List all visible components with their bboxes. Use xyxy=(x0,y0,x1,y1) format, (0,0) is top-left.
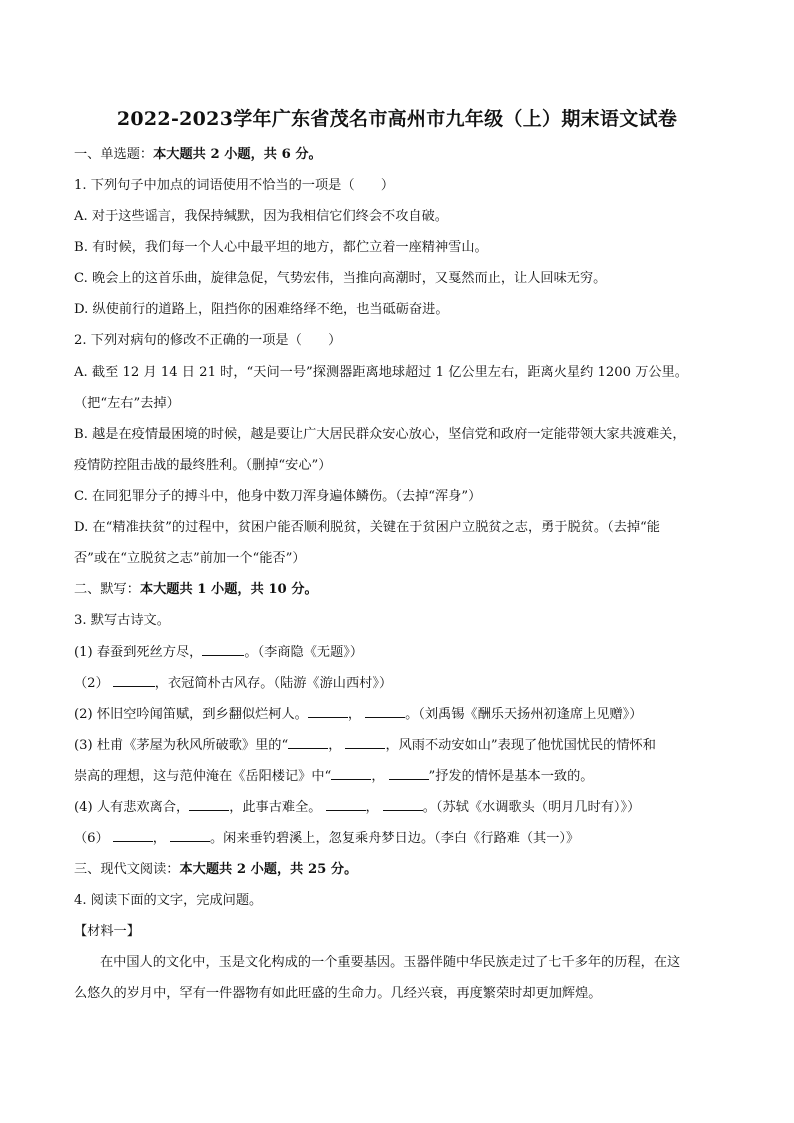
poem-text: ， xyxy=(347,707,362,722)
question-2-option-d[interactable]: D. 在“精准扶贫”的过程中，贫困户能否顺利脱贫，关键在于贫困户立脱贫之志，勇于脱贫。（去掉“能 xyxy=(74,520,660,535)
poem-line-5 xyxy=(74,798,734,817)
poem-text: 。闲来垂钓碧溪上，忽复乘舟梦日边。（李白《行路难（其一）》 xyxy=(209,831,580,846)
section-prefix: 一、单选题： xyxy=(74,147,154,162)
material-heading: 【材料一】 xyxy=(74,924,140,939)
question-2-stem: 2. 下列对病句的修改不正确的一项是（ ） xyxy=(74,333,342,348)
question-2-option-a[interactable]: A. 截至 12 月 14 日 21 时，“天问一号”探测器距离地球超过 1 亿公里左右，距离火星约 1200 万公里。 xyxy=(74,365,688,380)
poem-line-3 xyxy=(74,705,734,724)
answer-blank[interactable] xyxy=(365,705,405,718)
poem-text: (3) 杜甫《茅屋为秋风所破歌》里的“ xyxy=(74,738,289,753)
poem-text: (2) 怀旧空吟闻笛赋，到乡翻似烂柯人。 xyxy=(74,707,308,722)
poem-text: 崇高的理想，这与范仲淹在《岳阳楼记》中“ xyxy=(74,769,332,784)
section-heading-2 xyxy=(74,581,734,599)
question-2-option-b-cont: 疫情防控阻击战的最终胜利。（删掉“安心”） xyxy=(74,458,332,473)
question-2-option-c[interactable]: C. 在同犯罪分子的搏斗中，他身中数刀浑身遍体鳞伤。（去掉“浑身”） xyxy=(74,489,482,504)
poem-line-6 xyxy=(74,829,734,848)
section-heading-1 xyxy=(74,146,734,164)
poem-line-2 xyxy=(74,674,734,693)
question-1-stem: 1. 下列句子中加点的词语使用不恰当的一项是（ ） xyxy=(74,178,395,193)
poem-text: 。（刘禹锡《酬乐天扬州初逢席上见赠》） xyxy=(405,707,643,722)
poem-text: ，衣冠简朴古风存。（陆游《游山西村》） xyxy=(154,676,393,691)
poem-text: ， xyxy=(328,738,342,753)
poem-text: （6） xyxy=(74,831,109,846)
question-1-option-a[interactable]: A. 对于这些谣言，我保持缄默，因为我相信它们终会不攻自破。 xyxy=(74,209,448,224)
material-paragraph-cont: 么悠久的岁月中，罕有一件器物有如此旺盛的生命力。几经兴衰，再度繁荣时却更加辉煌。 xyxy=(74,986,602,1001)
answer-blank[interactable] xyxy=(170,829,210,842)
section-info: 本大题共 1 小题，共 10 分。 xyxy=(139,582,318,597)
poem-line-1 xyxy=(74,643,734,662)
material-paragraph: 在中国人的文化中，玉是文化构成的一个重要基因。玉器伴随中华民族走过了七千多年的历程，在这 xyxy=(100,955,681,970)
page-title: 2022-2023学年广东省茂名市高州市九年级（上）期末语文试卷 xyxy=(116,108,678,130)
poem-line-4 xyxy=(74,736,734,755)
question-1-option-c[interactable]: C. 晚会上的这首乐曲，旋律急促，气势宏伟，当推向高潮时，又戛然而止，让人回味无穷。 xyxy=(74,271,607,286)
answer-blank[interactable] xyxy=(331,767,371,780)
poem-text: (4) 人有悲欢离合， xyxy=(74,800,190,815)
poem-text: ，此事古难全。 xyxy=(229,800,322,815)
question-1-option-b[interactable]: B. 有时候，我们每一个人心中最平坦的地方，都伫立着一座精神雪山。 xyxy=(74,240,488,255)
answer-blank[interactable] xyxy=(189,798,229,811)
answer-blank[interactable] xyxy=(113,674,155,687)
section-info: 本大题共 2 小题，共 25 分。 xyxy=(179,862,358,877)
section-heading-3 xyxy=(74,861,734,879)
answer-blank[interactable] xyxy=(288,736,328,749)
poem-text: ”抒发的情怀是基本一致的。 xyxy=(428,769,594,784)
answer-blank[interactable] xyxy=(389,767,429,780)
poem-line-4-cont xyxy=(74,767,734,786)
poem-text: 。（李商隐《无题》） xyxy=(244,645,364,660)
answer-blank[interactable] xyxy=(113,829,153,842)
question-3-stem: 3. 默写古诗文。 xyxy=(74,613,170,628)
poem-text: ，风雨不动安如山”表现了他忧国忧民的情怀和 xyxy=(385,738,656,753)
poem-text: 。（苏轼《水调歌头（明月几时有）》） xyxy=(422,800,641,815)
answer-blank[interactable] xyxy=(202,643,244,656)
poem-text: ， xyxy=(371,769,385,784)
answer-blank[interactable] xyxy=(383,798,423,811)
section-info: 本大题共 2 小题，共 6 分。 xyxy=(153,147,322,162)
question-2-option-d-cont: 否”或在“立脱贫之志”前加一个“能否”） xyxy=(74,551,306,566)
poem-text: ， xyxy=(152,831,166,846)
poem-text: ， xyxy=(365,800,379,815)
poem-text: （2） xyxy=(74,676,109,691)
poem-text: (1) 春蚕到死丝方尽， xyxy=(74,645,203,660)
answer-blank[interactable] xyxy=(326,798,366,811)
answer-blank[interactable] xyxy=(308,705,348,718)
section-prefix: 二、默写： xyxy=(74,582,140,597)
answer-blank[interactable] xyxy=(345,736,385,749)
question-4-stem: 4. 阅读下面的文字，完成问题。 xyxy=(74,893,263,908)
question-1-option-d[interactable]: D. 纵使前行的道路上，阻挡你的困难络绎不绝，也当砥砺奋进。 xyxy=(74,302,449,317)
question-2-option-a-note: （把“左右”去掉） xyxy=(74,396,180,411)
question-2-option-b[interactable]: B. 越是在疫情最困境的时候，越是要让广大居民群众安心放心，坚信党和政府一定能带领大家共渡难关， xyxy=(74,427,686,442)
section-prefix: 三、现代文阅读： xyxy=(74,862,180,877)
